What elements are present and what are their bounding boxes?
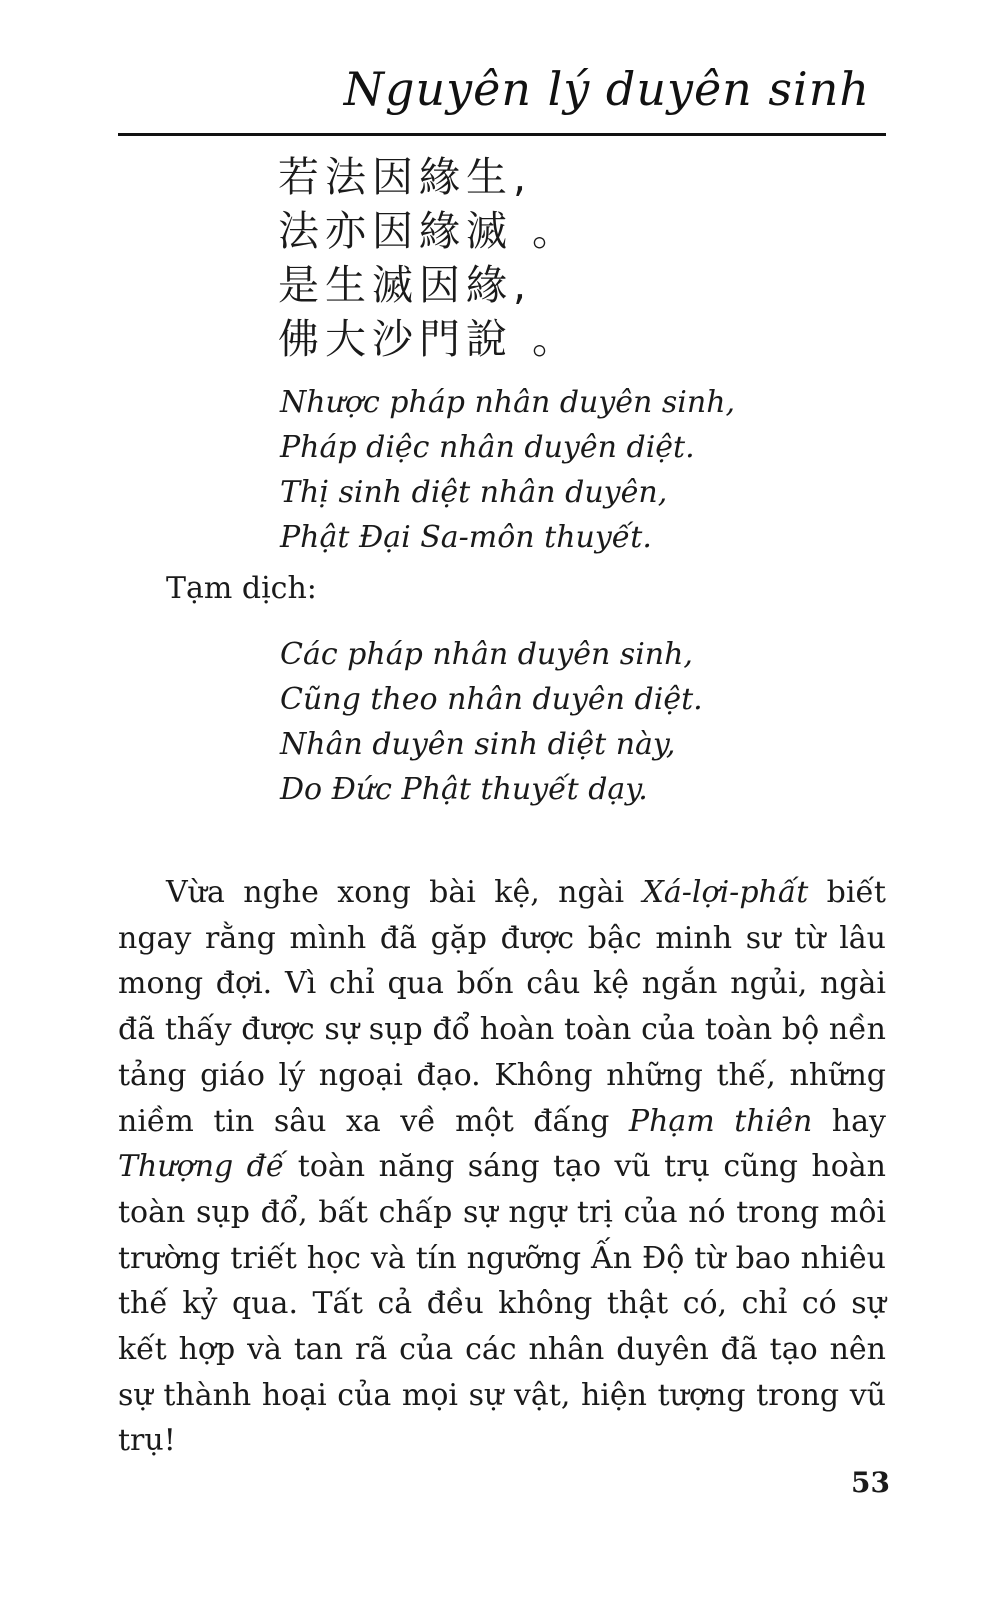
chinese-verse [278, 150, 579, 366]
term-god: Thượng đế [118, 1149, 285, 1185]
transliteration-verse [280, 380, 735, 560]
header-divider [118, 133, 886, 136]
name-sariputta: Xá-lợi-phất [642, 875, 809, 910]
translation-label: Tạm dịch: [166, 571, 317, 606]
verse-line: Do Đức Phật thuyết dạy. [280, 772, 648, 807]
paragraph-text: hay [812, 1103, 886, 1139]
verse-line: Pháp diệc nhân duyên diệt. [280, 430, 695, 465]
verse-line: 若法因緣生, [278, 153, 533, 201]
paragraph-text: Vừa nghe xong bài kệ, ngài [166, 875, 643, 910]
verse-line: 法亦因緣滅 。 [278, 207, 580, 255]
term-brahma: Phạm thiên [628, 1103, 813, 1139]
translation-verse [280, 632, 703, 812]
verse-line: Các pháp nhân duyên sinh, [280, 637, 693, 672]
body-paragraph [118, 870, 886, 1464]
verse-line: 佛大沙門說 。 [278, 315, 580, 363]
page-number: 53 [851, 1466, 890, 1499]
paragraph-text: toàn năng sáng tạo vũ trụ cũng hoàn toàn sụp đổ, bất chấp sự ngự trị của nó trong môi trường triết học và tín ngưỡng Ấn Độ từ bao nhiêu thế kỷ qua. Tất cả đều không thật có, chỉ có sự kết hợp và tan rã của các nhân duyên đã tạo nên sự thành hoại của mọi sự vật, hiện tượng trong vũ trụ! [118, 1149, 887, 1459]
paragraph-text: biết ngay rằng mình đã gặp được bậc minh sư từ lâu mong đợi. Vì chỉ qua bốn câu kệ ngắn ngủi, ngài đã thấy được sự sụp đổ hoàn toàn của toàn bộ nền tảng giáo lý ngoại đạo. Không những thế, những niềm tin sâu xa về một đấng [118, 875, 886, 1139]
verse-line: 是生滅因緣, [278, 261, 533, 309]
verse-line: Nhân duyên sinh diệt này, [280, 727, 676, 762]
verse-line: Phật Đại Sa-môn thuyết. [280, 520, 652, 555]
running-header-title: Nguyên lý duyên sinh [343, 62, 870, 116]
verse-line: Cũng theo nhân duyên diệt. [280, 682, 703, 717]
verse-line: Nhược pháp nhân duyên sinh, [280, 385, 736, 420]
verse-line: Thị sinh diệt nhân duyên, [280, 475, 668, 510]
